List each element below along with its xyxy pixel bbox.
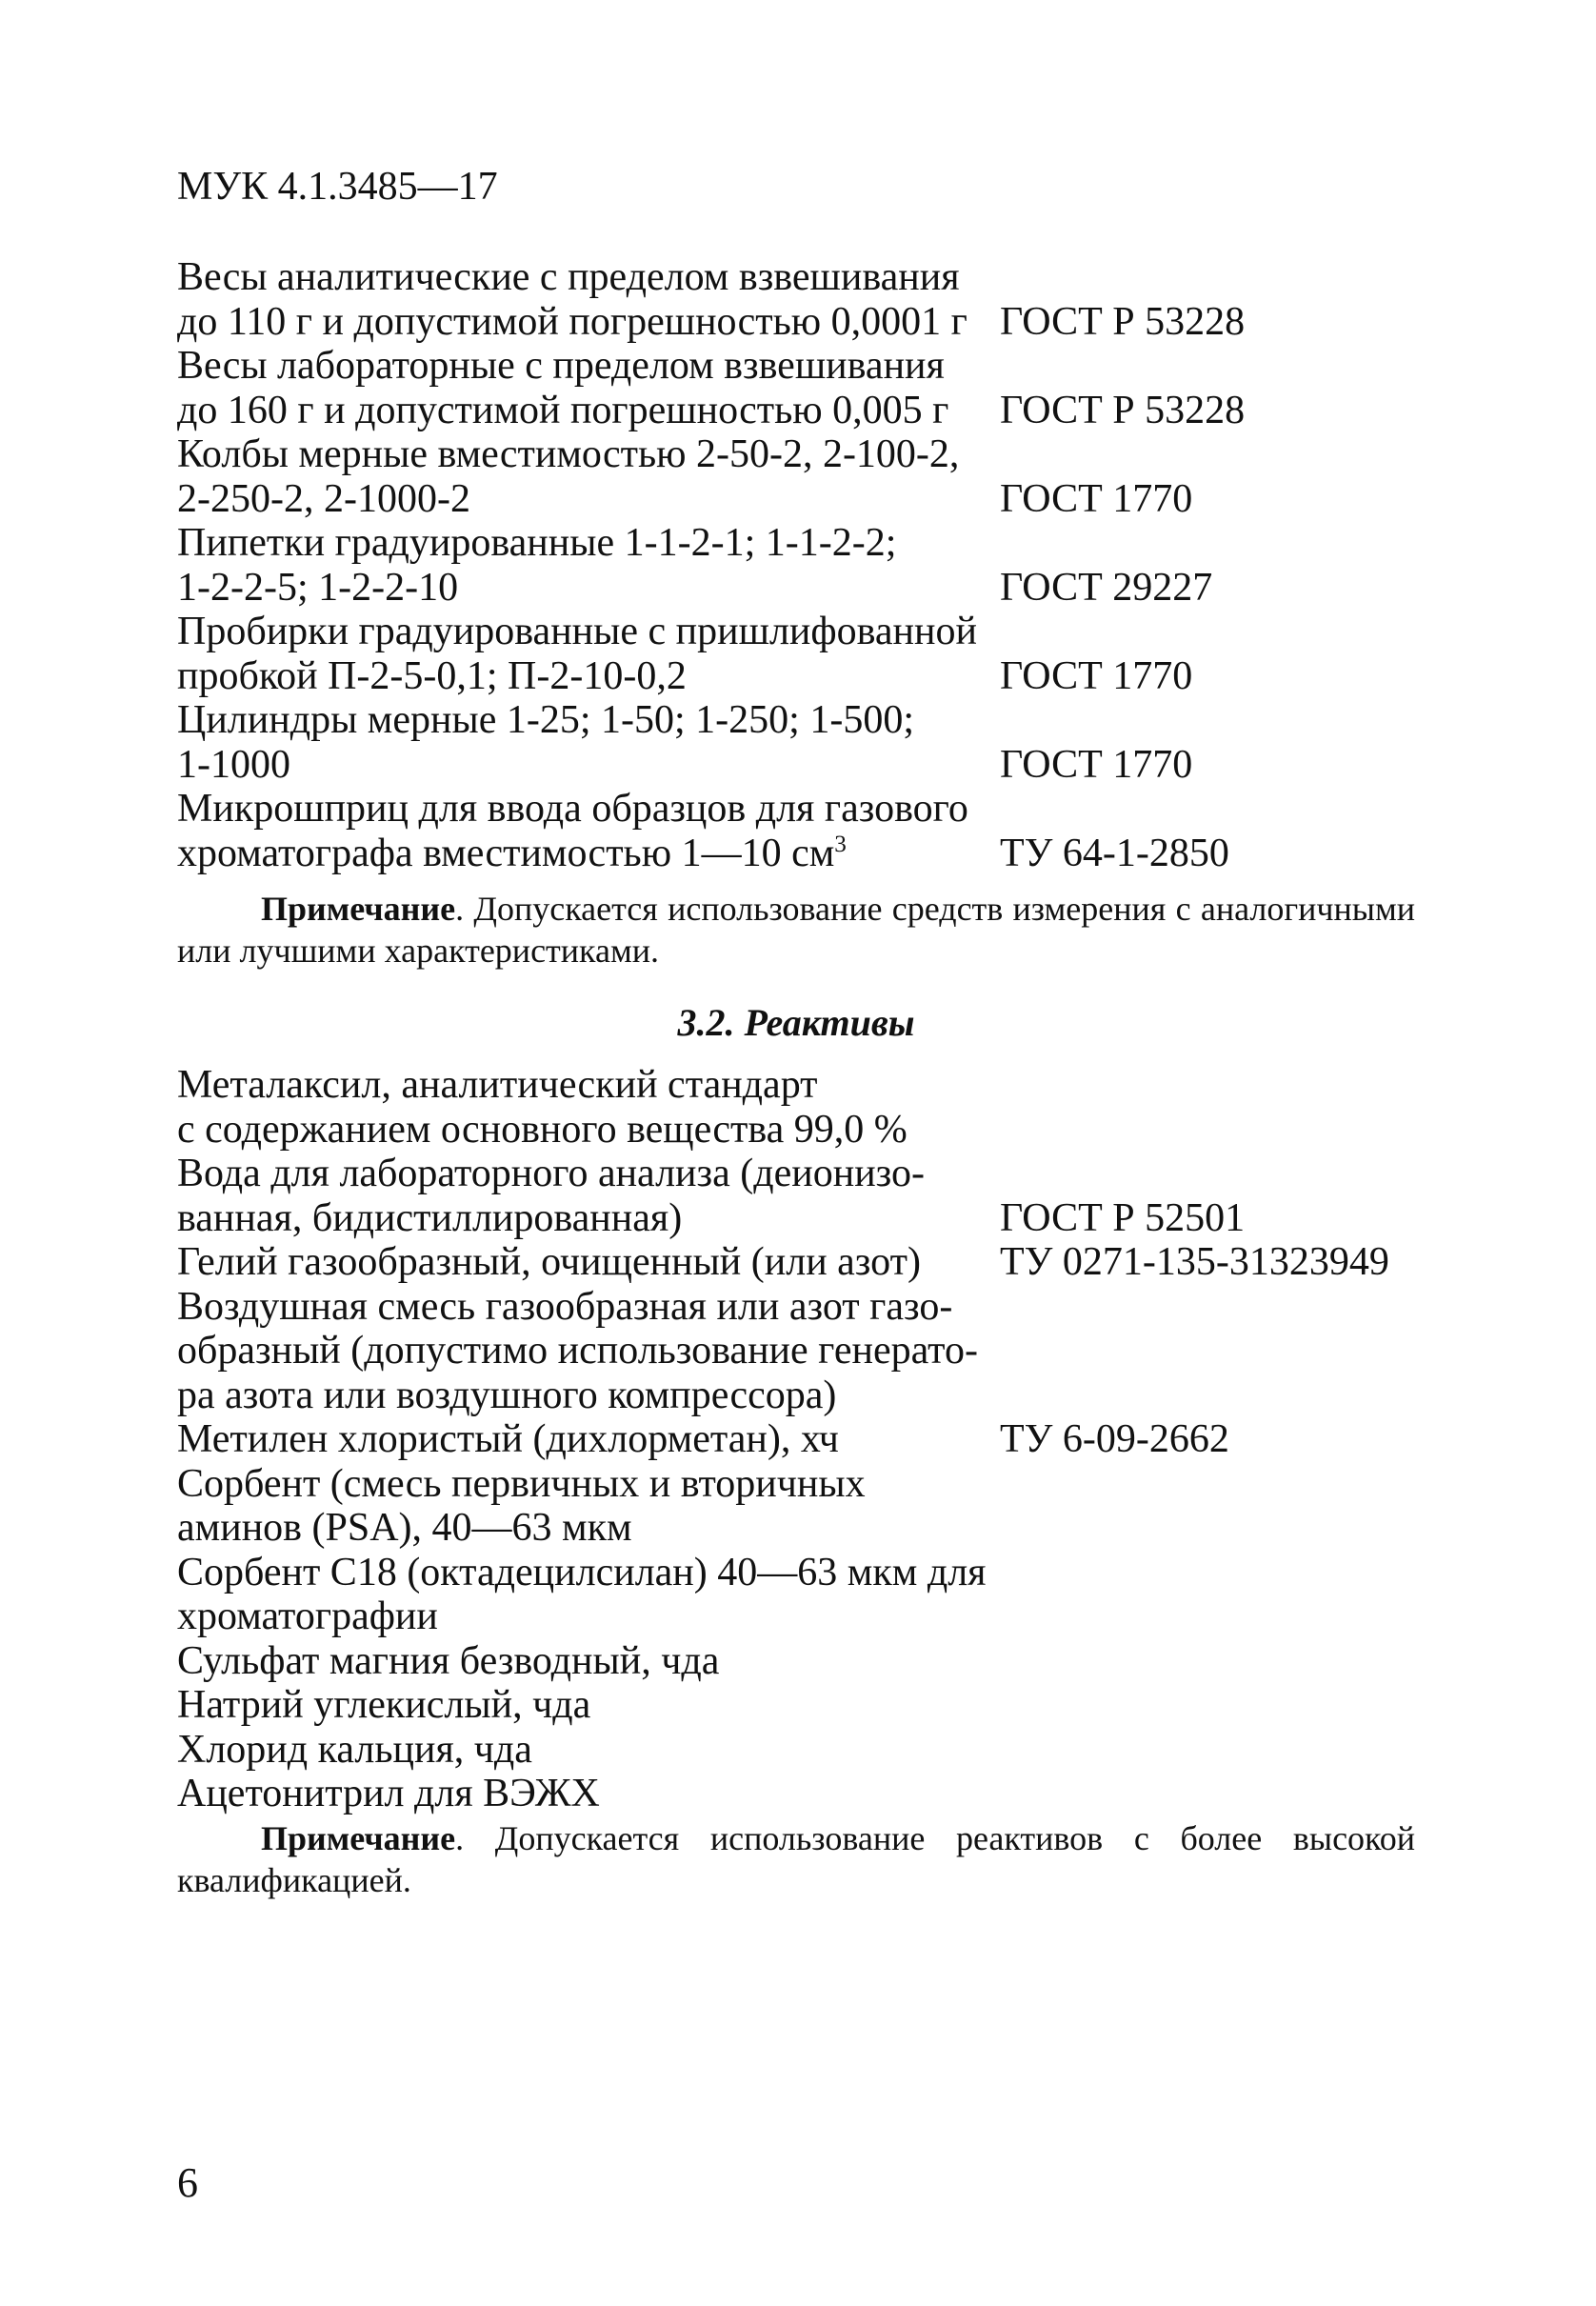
equipment-name: Весы лабораторные с пределом взвешивания <box>177 344 945 388</box>
equipment-row <box>177 832 1434 876</box>
reagent-row <box>177 1240 1434 1285</box>
equipment-name: Пробирки градуированные с пришлифованной <box>177 610 977 653</box>
equipment-name: пробкой П-2-5-0,1; П-2-10-0,2 <box>177 653 687 698</box>
reagent-standard <box>1000 1594 1434 1639</box>
equipment-name: до 110 г и допустимой погрешностью 0,0001 г <box>177 299 968 344</box>
reagent-row <box>177 1108 1434 1153</box>
reagent-row <box>177 1551 1434 1595</box>
equipment-standard <box>1000 787 1434 832</box>
reagent-name: Металаксил, аналитический стандарт <box>177 1063 818 1107</box>
reagent-row <box>177 1506 1434 1551</box>
reagent-standard <box>1000 1506 1434 1551</box>
equipment-row <box>177 743 1434 788</box>
equipment-standard <box>1000 610 1434 654</box>
reagent-standard <box>1000 1152 1434 1196</box>
equipment-standard: ГОСТ Р 53228 <box>1000 299 1246 344</box>
reagent-row <box>177 1594 1434 1639</box>
equipment-list <box>177 255 1434 875</box>
reagent-name: аминов (PSA), 40—63 мкм <box>177 1506 632 1550</box>
reagent-name: образный (допустимо использование генерато- <box>177 1329 978 1373</box>
equipment-name-text: хроматографа вместимостью 1—10 см <box>177 831 835 875</box>
reagent-standard <box>1000 1772 1434 1816</box>
equipment-standard: ГОСТ 1770 <box>1000 653 1193 698</box>
equipment-standard <box>1000 521 1434 566</box>
equipment-row <box>177 698 1434 743</box>
reagent-name: Вода для лабораторного анализа (деионизо- <box>177 1152 925 1195</box>
reagent-standard: ТУ 0271-135-31323949 <box>1000 1240 1389 1284</box>
reagent-name: Сульфат магния безводный, чда <box>177 1638 720 1683</box>
equipment-name: Цилиндры мерные 1-25; 1-50; 1-250; 1-500; <box>177 698 914 742</box>
reagent-standard <box>1000 1462 1434 1507</box>
reagent-row <box>177 1728 1434 1773</box>
reagent-name: Ацетонитрил для ВЭЖХ <box>177 1772 600 1815</box>
reagent-standard <box>1000 1728 1434 1773</box>
reagents-list <box>177 1063 1434 1816</box>
reagent-name: ванная, бидистиллированная) <box>177 1195 683 1240</box>
reagent-name: Воздушная смесь газообразная или азот газо- <box>177 1284 953 1329</box>
section-heading: 3.2. Реактивы <box>677 1001 915 1044</box>
equipment-row <box>177 477 1434 522</box>
reagent-row <box>177 1639 1434 1684</box>
note-reagents <box>177 1817 1415 1901</box>
reagent-standard <box>1000 1639 1434 1684</box>
superscript: 3 <box>834 831 847 857</box>
equipment-row <box>177 432 1434 477</box>
equipment-row <box>177 344 1434 389</box>
reagent-name: с содержанием основного вещества 99,0 % <box>177 1107 908 1152</box>
equipment-name: Весы аналитические с пределом взвешивания <box>177 255 960 299</box>
equipment-row <box>177 300 1434 345</box>
equipment-standard: ГОСТ 1770 <box>1000 476 1193 521</box>
equipment-standard <box>1000 255 1434 300</box>
reagent-standard <box>1000 1285 1434 1330</box>
equipment-standard: ГОСТ Р 53228 <box>1000 388 1246 432</box>
note-text: . Допускается использование реактивов с более высокой квалификацией. <box>177 1819 1415 1899</box>
page-number: 6 <box>177 2159 198 2206</box>
reagent-row <box>177 1329 1434 1374</box>
reagent-name: Натрий углекислый, чда <box>177 1683 591 1727</box>
equipment-row <box>177 787 1434 832</box>
reagent-standard <box>1000 1108 1434 1153</box>
equipment-name <box>177 832 1000 876</box>
equipment-row <box>177 521 1434 566</box>
equipment-name: Пипетки градуированные 1-1-2-1; 1-1-2-2; <box>177 521 897 565</box>
reagent-standard: ТУ 6-09-2662 <box>1000 1417 1229 1461</box>
equipment-standard <box>1000 698 1434 743</box>
equipment-row <box>177 566 1434 611</box>
reagent-name: Гелий газообразный, очищенный (или азот) <box>177 1240 921 1284</box>
equipment-standard <box>1000 344 1434 389</box>
note-text: . Допускается использование средств измерения с аналогичными или лучшими характеристиками. <box>177 890 1415 970</box>
equipment-standard <box>1000 432 1434 477</box>
reagent-row <box>177 1683 1434 1728</box>
reagent-row <box>177 1285 1434 1330</box>
reagent-name: хроматографии <box>177 1594 438 1638</box>
reagent-row <box>177 1063 1434 1108</box>
equipment-name: Колбы мерные вместимостью 2-50-2, 2-100-2, <box>177 432 960 476</box>
equipment-name: 1-2-2-5; 1-2-2-10 <box>177 565 459 610</box>
reagent-row <box>177 1462 1434 1507</box>
equipment-row <box>177 255 1434 300</box>
reagent-standard: ГОСТ Р 52501 <box>1000 1195 1246 1240</box>
equipment-name: 2-250-2, 2-1000-2 <box>177 476 470 521</box>
document-code: МУК 4.1.3485—17 <box>177 165 498 209</box>
reagent-name: Метилен хлористый (дихлорметан), хч <box>177 1417 839 1461</box>
reagent-row <box>177 1196 1434 1241</box>
equipment-standard: ГОСТ 29227 <box>1000 565 1213 610</box>
reagent-standard <box>1000 1551 1434 1595</box>
note-label: Примечание <box>261 1819 456 1857</box>
equipment-name: до 160 г и допустимой погрешностью 0,005 г <box>177 388 949 432</box>
note-label: Примечание <box>261 890 456 928</box>
reagent-standard <box>1000 1063 1434 1108</box>
reagent-name: Хлорид кальция, чда <box>177 1727 532 1772</box>
reagent-row <box>177 1152 1434 1196</box>
reagent-row <box>177 1374 1434 1418</box>
equipment-row <box>177 389 1434 433</box>
reagent-standard <box>1000 1329 1434 1374</box>
equipment-name: Микрошприц для ввода образцов для газового <box>177 787 968 831</box>
reagent-row <box>177 1417 1434 1462</box>
reagent-standard <box>1000 1683 1434 1728</box>
reagent-name: ра азота или воздушного компрессора) <box>177 1373 837 1417</box>
reagent-name: Сорбент (смесь первичных и вторичных <box>177 1461 866 1506</box>
reagent-name: Сорбент С18 (октадецилсилан) 40—63 мкм для <box>177 1550 987 1594</box>
equipment-standard: ТУ 64-1-2850 <box>1000 831 1229 875</box>
note-equipment <box>177 888 1415 972</box>
equipment-row <box>177 654 1434 699</box>
equipment-name: 1-1000 <box>177 742 290 787</box>
equipment-row <box>177 610 1434 654</box>
equipment-standard: ГОСТ 1770 <box>1000 742 1193 787</box>
reagent-standard <box>1000 1374 1434 1418</box>
reagent-row <box>177 1772 1434 1816</box>
